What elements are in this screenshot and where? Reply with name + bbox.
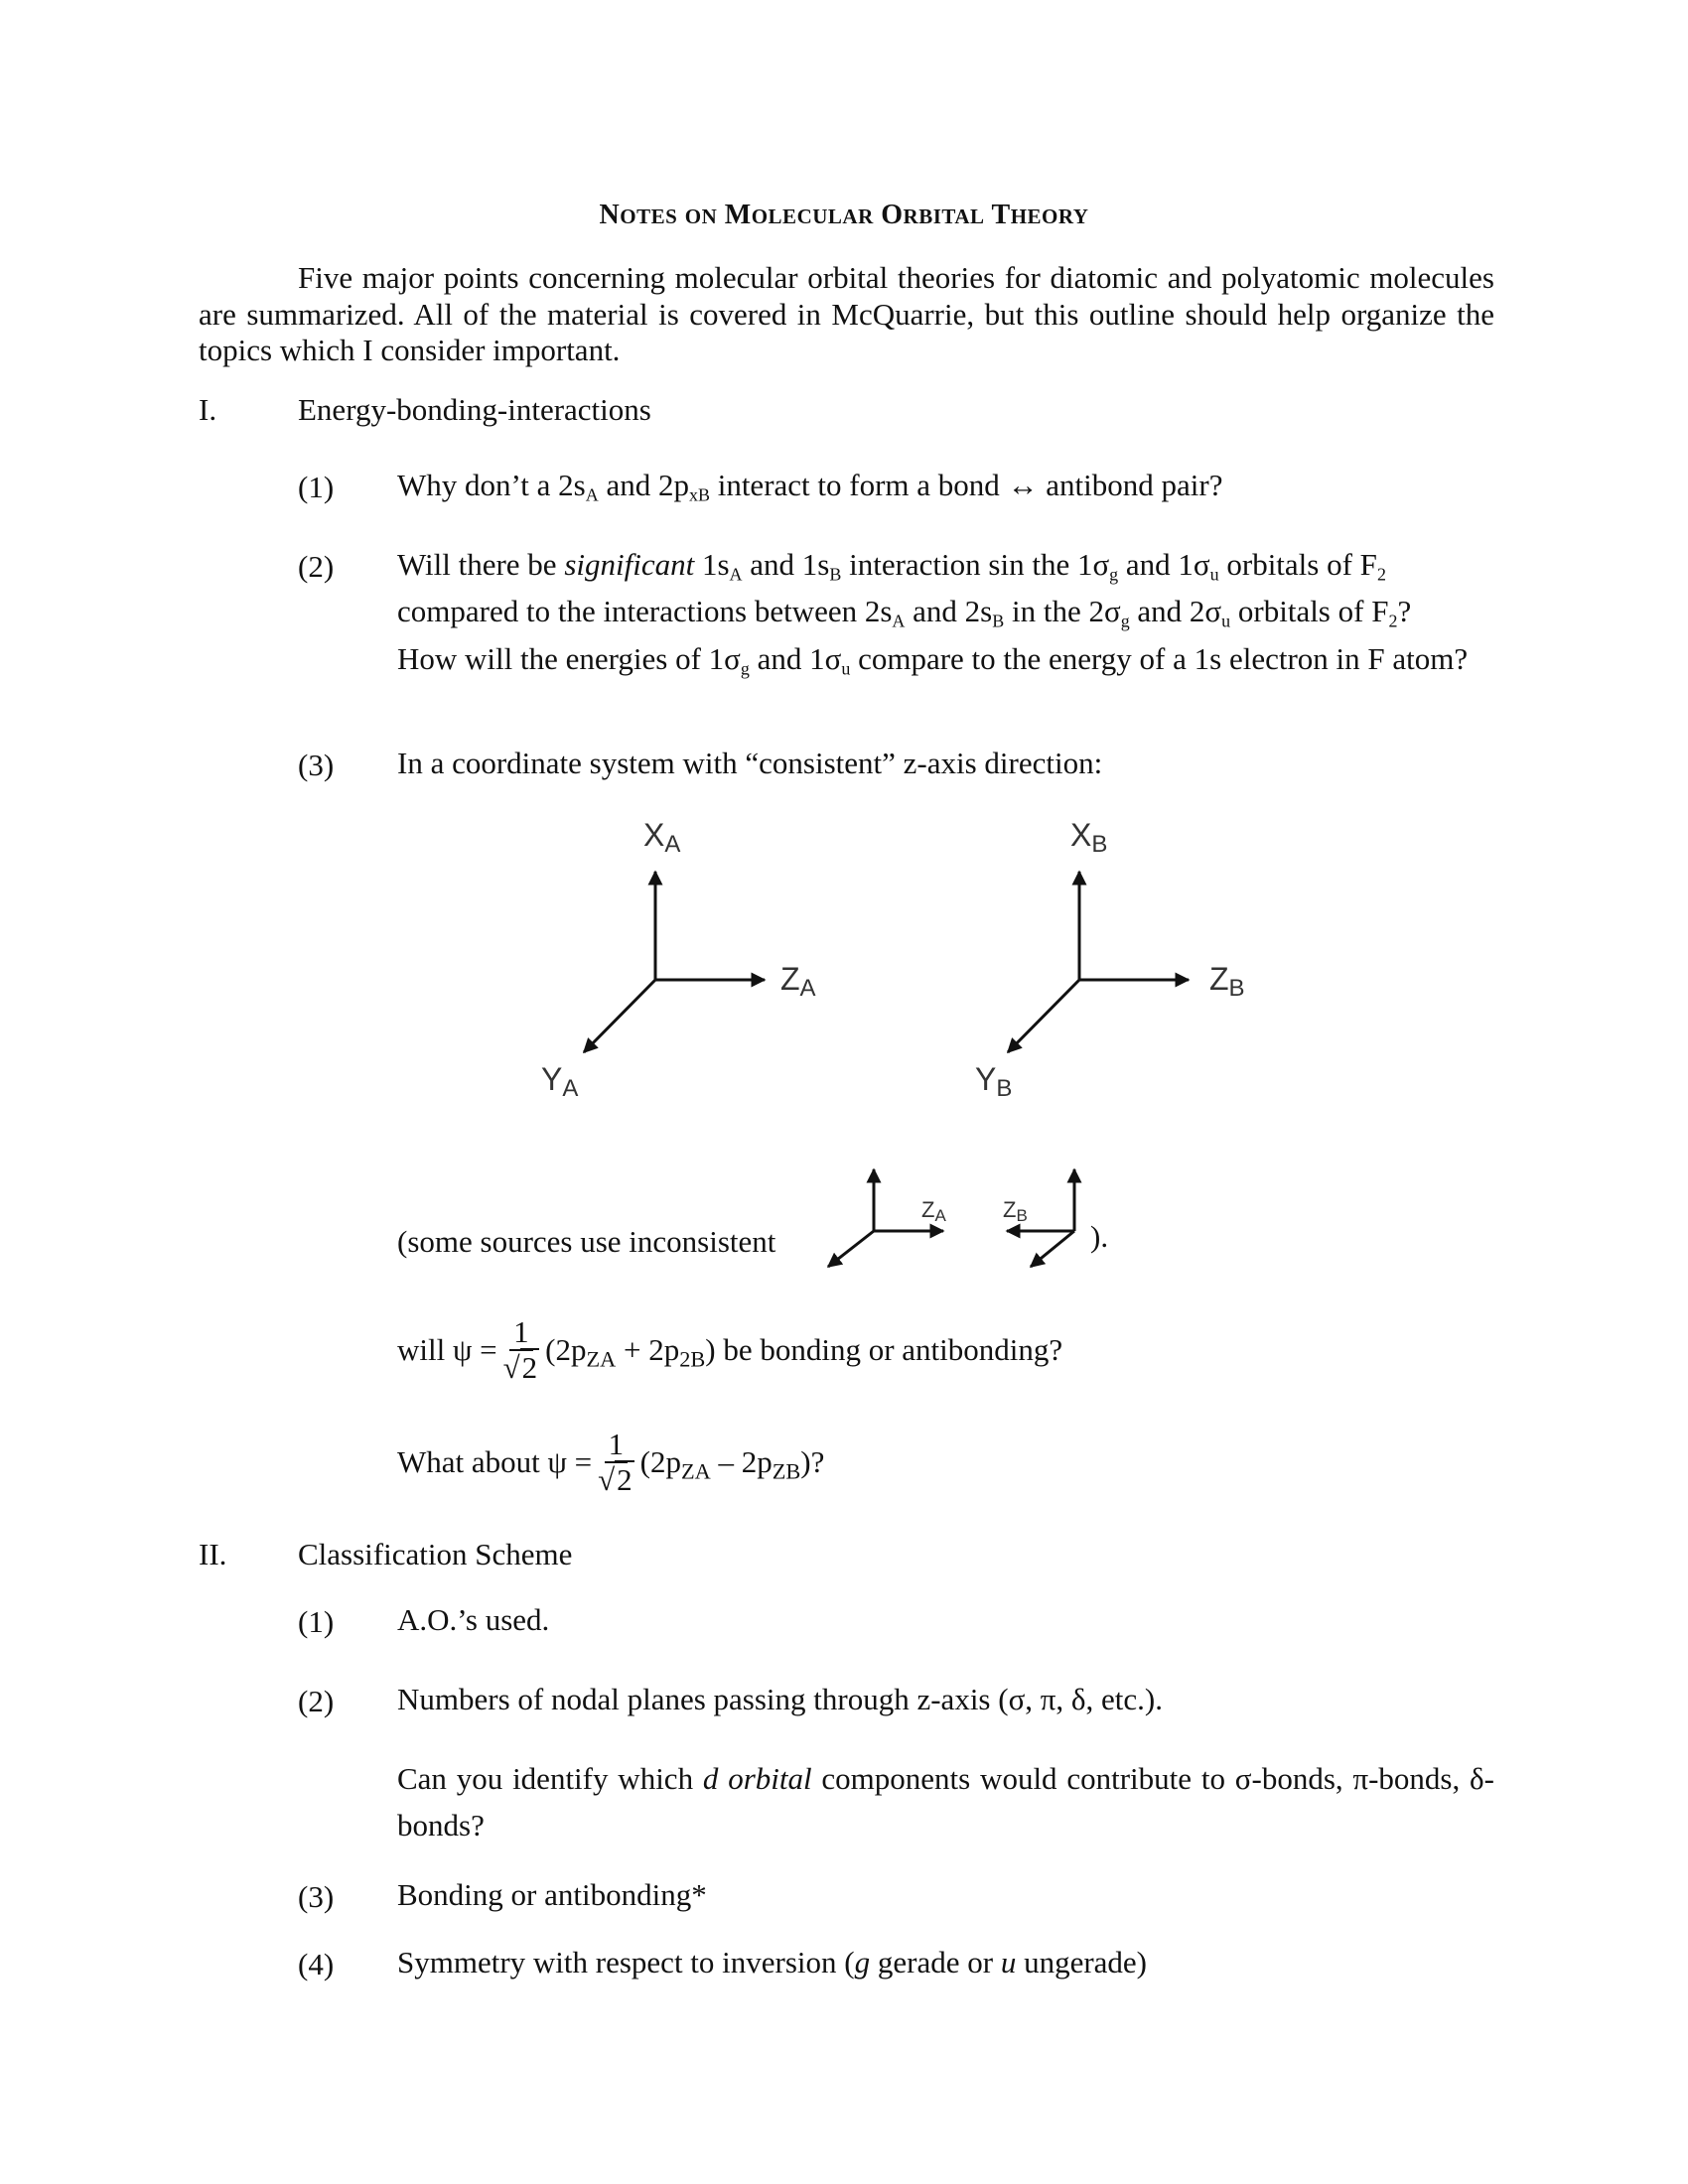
class-item-4-number: (4)	[298, 1947, 335, 1981]
inconsistent-close: ).	[1090, 1219, 1109, 1254]
inconsistent-y-axis-a	[828, 1231, 874, 1267]
section-2-number: II.	[199, 1537, 227, 1571]
z-axis-a-label: ZA	[780, 961, 816, 1002]
d-orbital-question: Can you identify which d orbital components would contribute to σ-bonds, π-bonds, δ-bonds?	[397, 1761, 1494, 1843]
class-item-1-text: A.O.’s used.	[397, 1602, 550, 1637]
question-3-number: (3)	[298, 748, 335, 782]
x-axis-b-label: XB	[1070, 817, 1108, 858]
class-item-3-number: (3)	[298, 1879, 335, 1914]
question-3-text: In a coordinate system with “consistent” z-axis direction:	[397, 746, 1103, 780]
x-axis-a-label: XA	[643, 817, 681, 858]
section-1-number: I.	[199, 392, 217, 427]
question-2-text: Will there be significant $1s_A$ and $1s_B$ interaction sin the $1\sigma_g$ and $1\sigma_u$ orbitals of $F_2$ compared to the interactions between $2s_A$ and $2s_B$ in the $2\sigma_g$ and $2\sigma_u$ orbitals of $F_2$?	[397, 547, 1412, 630]
inconsistent-system-b	[1003, 1169, 1074, 1267]
y-axis-a-label: YA	[541, 1061, 579, 1102]
coordinate-system-a	[541, 817, 816, 1102]
inconsistent-axes-diagram	[814, 1160, 1112, 1289]
z-axis-b-label: ZB	[1209, 961, 1245, 1002]
y-axis-b-label: YB	[975, 1061, 1013, 1102]
section-1-title: Energy-bonding-interactions	[298, 392, 651, 427]
psi-antibonding-question: What about ψ = $\frac{1}{√2}$ $(2p_{ZA} - 2p_{ZB})$?	[397, 1427, 825, 1498]
question-1-number: (1)	[298, 470, 335, 504]
y-axis-a	[584, 980, 655, 1052]
coordinate-systems-diagram	[0, 794, 1688, 1122]
class-item-2-text: Numbers of nodal planes passing through z-axis (σ, π, δ, etc.).	[397, 1682, 1163, 1716]
one-over-root-two: $\frac{1}{√2}$	[502, 1314, 538, 1386]
class-item-4-text: Symmetry with respect to inversion (g gerade or u ungerade)	[397, 1945, 1147, 1979]
class-item-1-number: (1)	[298, 1604, 335, 1639]
one-over-root-two-2: $\frac{1}{√2}$	[598, 1427, 633, 1498]
inconsistent-z-axis-b-label: ZB	[1003, 1197, 1028, 1225]
inconsistent-z-axis-a-label: ZA	[921, 1197, 946, 1225]
inconsistent-text: (some sources use inconsistent	[397, 1224, 776, 1259]
page-title: NOTES ON MOLECULAR ORBITAL THEORY	[599, 200, 1089, 230]
class-item-2-number: (2)	[298, 1684, 335, 1718]
section-2-title: Classification Scheme	[298, 1537, 573, 1571]
intro-paragraph: Five major points concerning molecular orbital theories for diatomic and polyatomic molecules are summarized. All of the material is covered in McQuarrie, but this outline should help organize the topics which I consider important.	[199, 260, 1494, 368]
inconsistent-system-a	[828, 1169, 946, 1267]
question-2-text-cont: How will the energies of $1\sigma_g$ and $1\sigma_u$ compare to the energy of a 1s electron in F atom?	[397, 641, 1469, 679]
psi-bonding-question: will ψ = $\frac{1}{√2}$ $(2p_{ZA} + 2p_{2B})$ be bonding or antibonding?	[397, 1314, 1063, 1386]
question-1-text: Why don’t a $2s_A$ and $2p_{xB}$ interact to form a bond ↔ antibond pair?	[397, 468, 1223, 505]
y-axis-b	[1008, 980, 1079, 1052]
class-item-3-text: Bonding or antibonding*	[397, 1877, 707, 1912]
inconsistent-y-axis-b	[1031, 1231, 1074, 1267]
question-2-number: (2)	[298, 549, 335, 584]
coordinate-system-b	[975, 817, 1245, 1102]
